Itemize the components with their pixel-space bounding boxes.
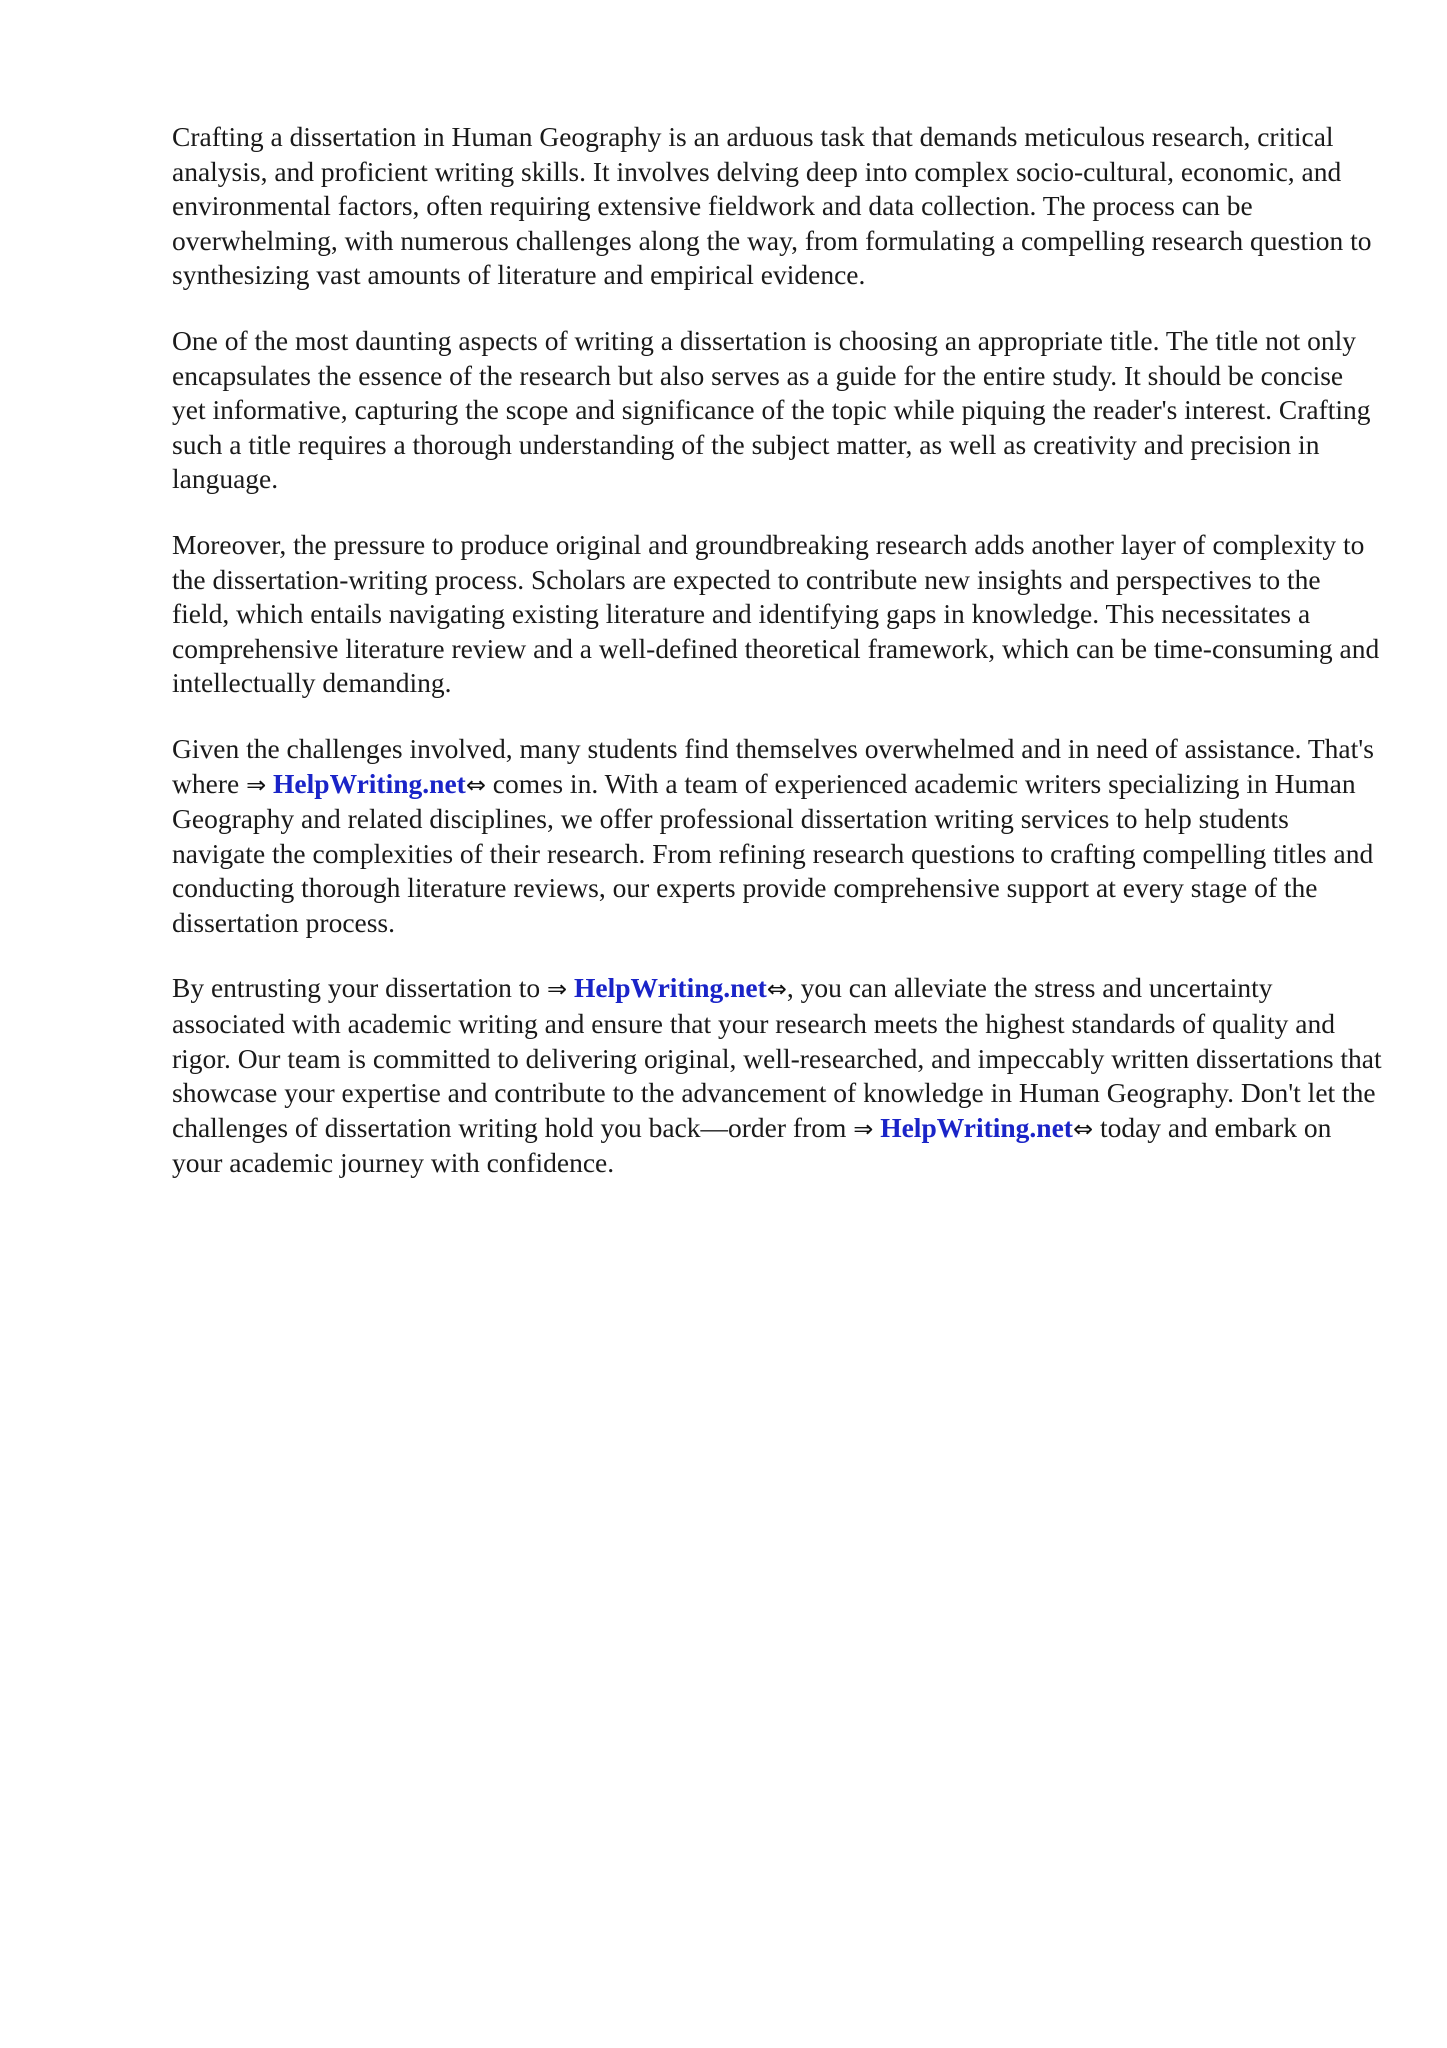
helpwriting-link-1[interactable]: HelpWriting.net <box>273 767 466 799</box>
paragraph-4-text-before: Given the challenges involved, many students find themselves overwhelmed and in need of assistance. That's where <box>172 732 1374 799</box>
paragraph-4-text-after: comes in. With a team of experienced academic writers specializing in Human Geography and related disciplines, we offer professional dissertation writing services to help students navigate the complexities of their research. From refining research questions to crafting compelling titles and conducting thorough literature reviews, our experts provide comprehensive support at every stage of the dissertation process. <box>172 767 1374 938</box>
paragraph-3-text: Moreover, the pressure to produce original and groundbreaking research adds another layer of complexity to the dissertation-writing process. Scholars are expected to contribute new insights and perspectives to the field, which entails navigating existing literature and identifying gaps in knowledge. This necessitates a comprehensive literature review and a well-defined theoretical framework, which can be time-consuming and intellectually demanding. <box>172 528 1380 699</box>
left-right-double-arrow-icon: ⇔ <box>766 975 787 1004</box>
left-right-double-arrow-icon: ⇔ <box>465 770 486 799</box>
helpwriting-link-2[interactable]: HelpWriting.net <box>574 972 767 1004</box>
helpwriting-link-3[interactable]: HelpWriting.net <box>880 1111 1073 1143</box>
right-double-arrow-icon: ⇒ <box>547 975 568 1004</box>
paragraph-5-text-middle: , you can alleviate the stress and uncertainty associated with academic writing and ensure that your research meets the highest standards of quality and rigor. Our team is committed to delivering original, well-researched, and impeccably written dissertations that showcase your expertise and contribute to the advancement of knowledge in Human Geography. Don't let the challenges of dissertation writing hold you back—order from <box>172 972 1382 1143</box>
paragraph-4 <box>172 732 1382 941</box>
left-right-double-arrow-icon: ⇔ <box>1072 1114 1094 1143</box>
paragraph-5-text-after: today and embark on your academic journey with confidence. <box>172 1111 1332 1179</box>
document-body <box>172 120 1382 1212</box>
paragraph-5-text-before: By entrusting your dissertation to <box>172 972 541 1004</box>
paragraph-2-text: One of the most daunting aspects of writing a dissertation is choosing an appropriate title. The title not only encapsulates the essence of the research but also serves as a guide for the entire study. It should be concise yet informative, capturing the scope and significance of the topic while piquing the reader's interest. Crafting such a title requires a thorough understanding of the subject matter, as well as creativity and precision in language. <box>172 324 1371 495</box>
paragraph-3 <box>172 528 1382 701</box>
paragraph-1 <box>172 120 1382 293</box>
paragraph-2 <box>172 324 1382 497</box>
paragraph-5 <box>172 971 1382 1181</box>
right-double-arrow-icon: ⇒ <box>246 770 267 799</box>
right-double-arrow-icon: ⇒ <box>853 1114 874 1143</box>
paragraph-1-text: Crafting a dissertation in Human Geography is an arduous task that demands meticulous research, critical analysis, and proficient writing skills. It involves delving deep into complex socio-cultural, economic, and environmental factors, often requiring extensive fieldwork and data collection. The process can be overwhelming, with numerous challenges along the way, from formulating a compelling research question to synthesizing vast amounts of literature and empirical evidence. <box>172 121 1372 291</box>
